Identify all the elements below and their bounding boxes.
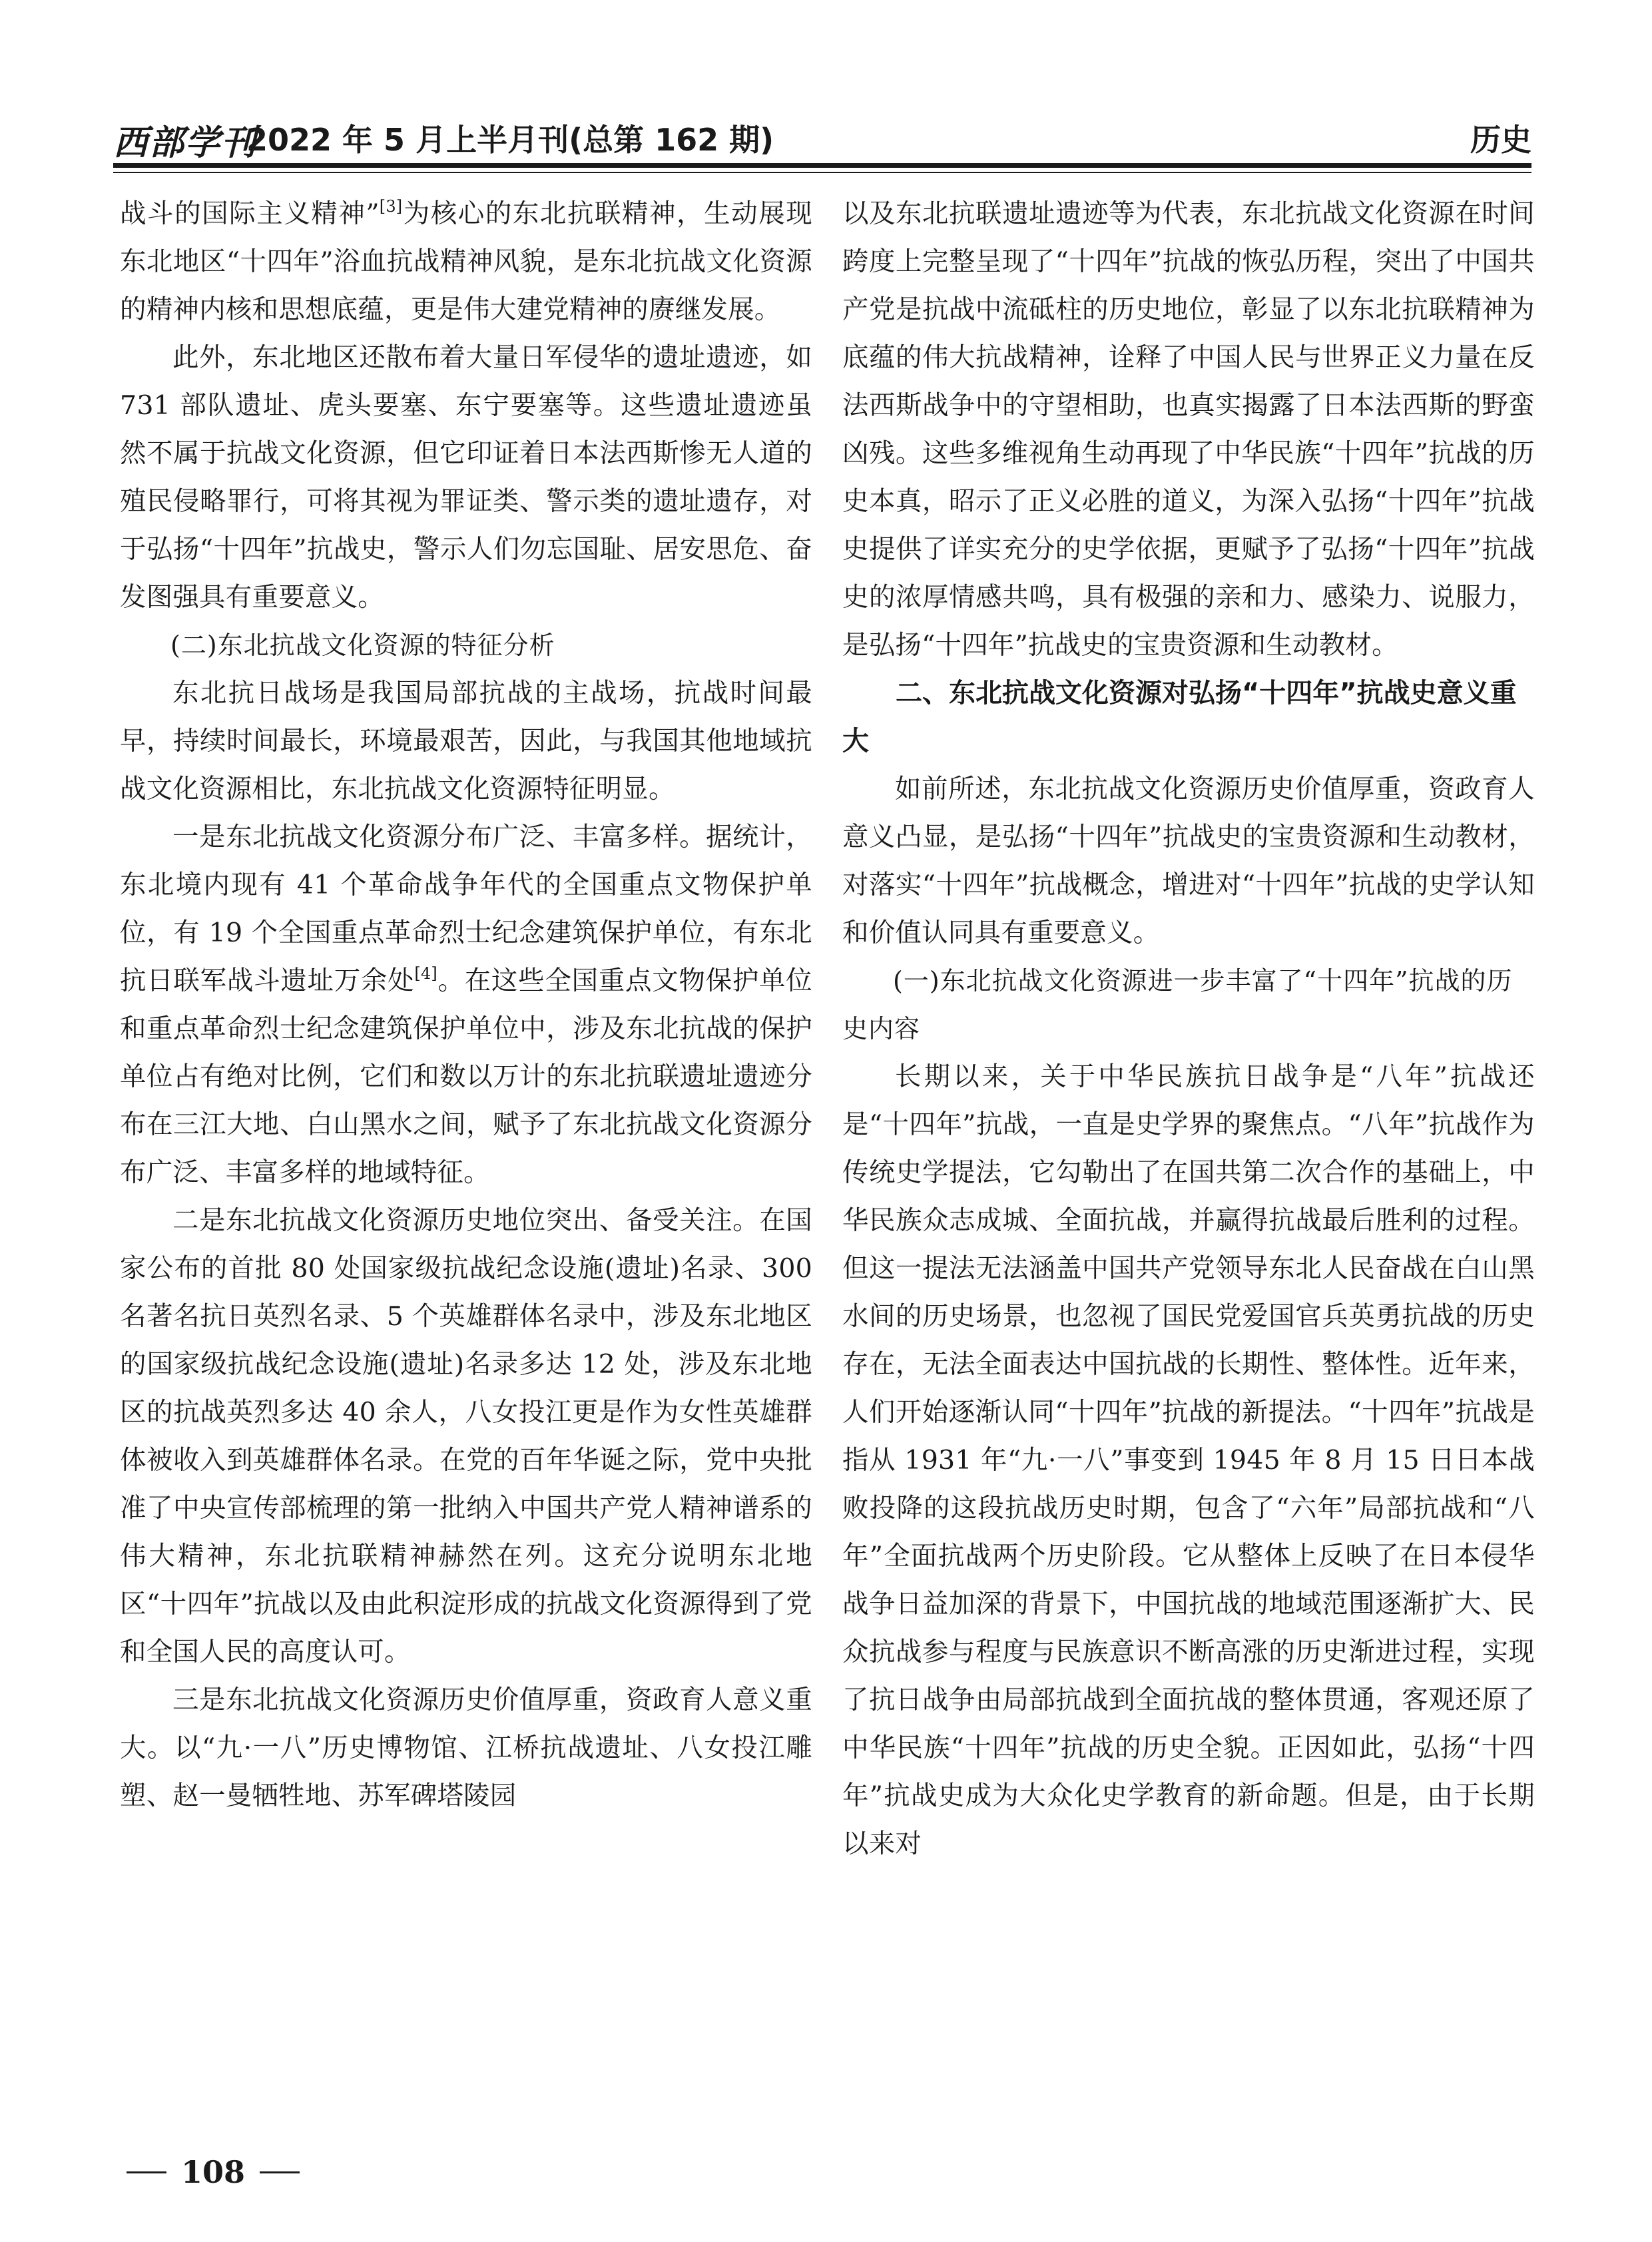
paragraph: 东北抗日战场是我国局部抗战的主战场，抗战时间最早，持续时间最长，环境最艰苦，因此，与我国其他地域抗战文化资源相比，东北抗战文化资源特征明显。 <box>120 678 812 804</box>
paragraph: 如前所述，东北抗战文化资源历史价值厚重，资政育人意义凸显，是弘扬“十四年”抗战史的宝贵资源和生动教材，对落实“十四年”抗战概念，增进对“十四年”抗战的史学认知和价值认同具有重要意义。 <box>842 774 1535 948</box>
running-header <box>113 107 1531 166</box>
page-number <box>127 2154 300 2190</box>
right-column <box>842 190 1535 2088</box>
paragraph: 一是东北抗战文化资源分布广泛、丰富多样。据统计，东北境内现有 41 个革命战争年代的全国重点文物保护单位，有 19 个全国重点革命烈士纪念建筑保护单位，有东北抗日联军战斗遗址万余处[4]。在这些全国重点文物保护单位和重点革命烈士纪念建筑保护单位中，涉及东北抗战的保护单位占有绝对比例，它们和数以万计的东北抗联遗址遗迹分布在三江大地、白山黑水之间，赋予了东北抗战文化资源分布广泛、丰富多样的地域特征。 <box>120 822 812 1188</box>
paragraph: 长期以来，关于中华民族抗日战争是“八年”抗战还是“十四年”抗战，一直是史学界的聚焦点。“八年”抗战作为传统史学提法，它勾勒出了在国共第二次合作的基础上，中华民族众志成城、全面抗战，并赢得抗战最后胜利的过程。但这一提法无法涵盖中国共产党领导东北人民奋战在白山黑水间的历史场景，也忽视了国民党爱国官兵英勇抗战的历史存在，无法全面表达中国抗战的长期性、整体性。近年来，人们开始逐渐认同“十四年”抗战的新提法。“十四年”抗战是指从 1931 年“九·一八”事变到 1945 年 8 月 15 日日本战败投降的这段抗战历史时期，包含了“六年”局部抗战和“八年”全面抗战两个历史阶段。它从整体上反映了在日本侵华战争日益加深的背景下，中国抗战的地域范围逐渐扩大、民众抗战参与程度与民族意识不断高涨的历史渐进过程，实现了抗日战争由局部抗战到全面抗战的整体贯通，客观还原了中华民族“十四年”抗战的历史全貌。正因如此，弘扬“十四年”抗战史成为大众化史学教育的新命题。但是，由于长期以来对 <box>842 1061 1535 1859</box>
left-column <box>120 190 812 2088</box>
page-number-dash <box>260 2171 300 2173</box>
paragraph: 战斗的国际主义精神”[3]为核心的东北抗联精神，生动展现东北地区“十四年”浴血抗战精神风貌，是东北抗战文化资源的精神内核和思想底蕴，更是伟大建党精神的赓继发展。 <box>120 197 812 325</box>
paragraph: 此外，东北地区还散布着大量日军侵华的遗址遗迹，如 731 部队遗址、虎头要塞、东宁要塞等。这些遗址遗迹虽然不属于抗战文化资源，但它印证着日本法西斯惨无人道的殖民侵略罪行，可将其视为罪证类、警示类的遗址遗存，对于弘扬“十四年”抗战史，警示人们勿忘国耻、居安思危、奋发图强具有重要意义。 <box>120 342 812 613</box>
page-number-value: 108 <box>181 2154 246 2190</box>
header-rule-thin <box>113 172 1531 173</box>
page-number-dash <box>127 2171 166 2173</box>
paragraph: 三是东北抗战文化资源历史价值厚重，资政育人意义重大。以“九·一八”历史博物馆、江桥抗战遗址、八女投江雕塑、赵一曼牺牲地、苏军碑塔陵园 <box>120 1685 812 1811</box>
paragraph: 以及东北抗联遗址遗迹等为代表，东北抗战文化资源在时间跨度上完整呈现了“十四年”抗战的恢弘历程，突出了中国共产党是抗战中流砥柱的历史地位，彰显了以东北抗联精神为底蕴的伟大抗战精神，诠释了中国人民与世界正义力量在反法西斯战争中的守望相助，也真实揭露了日本法西斯的野蛮凶残。这些多维视角生动再现了中华民族“十四年”抗战的历史本真，昭示了正义必胜的道义，为深入弘扬“十四年”抗战史提供了详实充分的史学依据，更赋予了弘扬“十四年”抗战史的浓厚情感共鸣，具有极强的亲和力、感染力、说服力，是弘扬“十四年”抗战史的宝贵资源和生动教材。 <box>842 198 1535 661</box>
journal-logo: 西部学刊 <box>113 123 258 163</box>
section-heading: 二、东北抗战文化资源对弘扬“十四年”抗战史意义重大 <box>842 678 1517 756</box>
paragraph: 二是东北抗战文化资源历史地位突出、备受关注。在国家公布的首批 80 处国家级抗战纪念设施(遗址)名录、300 名著名抗日英烈名录、5 个英雄群体名录中，涉及东北地区的国家级抗战纪念设施(遗址)名录多达 12 处，涉及东北地区的抗战英烈多达 40 余人，八女投江更是作为女性英雄群体被收入到英雄群体名录。在党的百年华诞之际，党中央批准了中央宣传部梳理的第一批纳入中国共产党人精神谱系的伟大精神，东北抗联精神赫然在列。这充分说明东北地区“十四年”抗战以及由此积淀形成的抗战文化资源得到了党和全国人民的高度认可。 <box>120 1205 812 1667</box>
issue-info: 2022 年 5 月上半月刊(总第 162 期) <box>246 122 774 158</box>
header-rule-thick <box>113 163 1531 168</box>
subsection-heading: (一)东北抗战文化资源进一步丰富了“十四年”抗战的历史内容 <box>842 966 1513 1043</box>
section-label: 历史 <box>1470 122 1531 158</box>
subsection-heading: (二)东北抗战文化资源的特征分析 <box>170 631 555 660</box>
